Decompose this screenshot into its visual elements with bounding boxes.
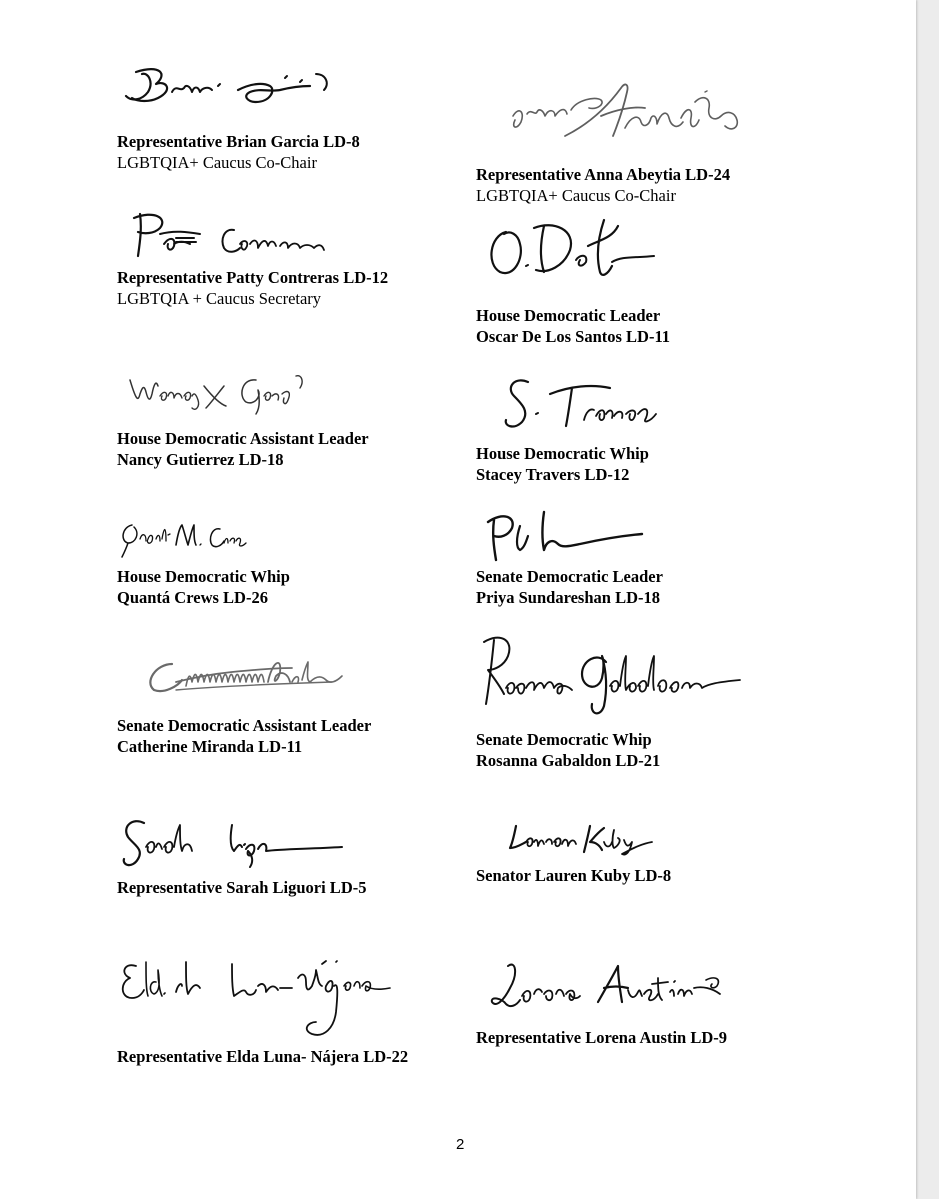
- signature-lorena-austin: [486, 958, 736, 1018]
- signer-block-priya-sundareshan: [476, 566, 663, 608]
- signature-quanta-crews: [118, 515, 248, 560]
- signer-block-patty-contreras: [117, 267, 388, 309]
- signature-patty-contreras: [124, 210, 334, 260]
- signer-title: Senate Democratic Leader: [476, 567, 663, 586]
- signature-nancy-gutierrez: [126, 366, 316, 416]
- signer-title: House Democratic Whip: [117, 567, 290, 586]
- signature-brian-garcia: [120, 62, 360, 107]
- signer-title: Representative Anna Abeytia LD-24: [476, 165, 731, 184]
- signer-title: House Democratic Leader: [476, 306, 661, 325]
- signer-block-quanta-crews: [117, 566, 290, 608]
- signer-title: Senate Democratic Assistant Leader: [117, 716, 372, 735]
- signer-role: LGBTQIA+ Caucus Co-Chair: [117, 153, 317, 172]
- signer-block-stacey-travers: [476, 443, 649, 485]
- signer-block-rosanna-gabaldon: [476, 729, 660, 771]
- signature-elda-luna-najera: [116, 952, 396, 1047]
- signer-name: Priya Sundareshan LD-18: [476, 588, 660, 607]
- signer-block-lauren-kuby: [476, 865, 671, 886]
- signer-name: Quantá Crews LD-26: [117, 588, 268, 607]
- signer-name: Catherine Miranda LD-11: [117, 737, 303, 756]
- page-number: 2: [456, 1136, 465, 1153]
- signature-lauren-kuby: [506, 820, 656, 860]
- signature-oscar-de-los-santos: [484, 216, 664, 284]
- signer-title: House Democratic Assistant Leader: [117, 429, 369, 448]
- signer-title: Representative Elda Luna- Nájera LD-22: [117, 1047, 409, 1066]
- signer-block-nancy-gutierrez: [117, 428, 369, 470]
- signer-role: LGBTQIA+ Caucus Co-Chair: [476, 186, 676, 205]
- signer-title: Representative Sarah Liguori LD-5: [117, 878, 367, 897]
- signer-title: Senator Lauren Kuby LD-8: [476, 866, 672, 885]
- signer-title: Representative Brian Garcia LD-8: [117, 132, 360, 151]
- signature-rosanna-gabaldon: [478, 630, 748, 720]
- signature-stacey-travers: [500, 374, 670, 434]
- signature-priya-sundareshan: [480, 506, 650, 566]
- signature-catherine-miranda: [142, 652, 352, 702]
- signer-name: Nancy Gutierrez LD-18: [117, 450, 284, 469]
- signer-role: LGBTQIA + Caucus Secretary: [117, 289, 322, 308]
- signer-block-oscar-de-los-santos: [476, 305, 670, 347]
- signer-name: Oscar De Los Santos LD-11: [476, 327, 671, 346]
- signer-block-catherine-miranda: [117, 715, 371, 757]
- signature-sarah-liguori: [118, 815, 348, 875]
- signer-block-brian-garcia: [117, 131, 360, 173]
- signer-name: Stacey Travers LD-12: [476, 465, 630, 484]
- signer-name: Rosanna Gabaldon LD-21: [476, 751, 661, 770]
- signer-block-sarah-liguori: [117, 877, 366, 898]
- signer-title: Representative Patty Contreras LD-12: [117, 268, 389, 287]
- signer-title: Senate Democratic Whip: [476, 730, 652, 749]
- signer-block-anna-abeytia: [476, 164, 730, 206]
- signer-block-lorena-austin: [476, 1027, 727, 1048]
- signer-title: Representative Lorena Austin LD-9: [476, 1028, 728, 1047]
- signature-anna-abeytia: [505, 70, 755, 155]
- signer-block-elda-luna-najera: [117, 1046, 408, 1067]
- signer-title: House Democratic Whip: [476, 444, 649, 463]
